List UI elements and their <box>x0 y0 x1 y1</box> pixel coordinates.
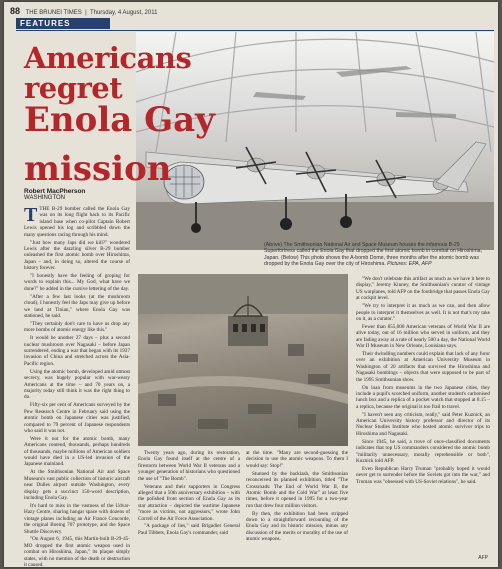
paragraph: Since 1945, he said, a trove of once-classified documents indicates that top US commanders considered the atomic bomb "militarily unnecessary, morally reprehensible or both", Kuznick told AFP. <box>356 438 490 464</box>
author-name: Robert MacPherson <box>24 188 86 195</box>
ruined-city-illustration <box>138 274 348 446</box>
caption-credit: Pictures: EPA, AFP <box>387 261 432 268</box>
paragraph: "Just how many Japs did we kill?" wondered Lewis after the dazzling silver B-29 bomber unleashed the first atomic bomb over Hiroshima, Japan – and, in doing so, altered the course of history forever. <box>24 239 130 272</box>
paragraph: At the Smithsonian National Air and Space Museum's vast public collection of historic aircraft near Dulles airport outside Washington, every display gets a succinct 150-word description, including Enola Gay. <box>24 469 130 501</box>
paragraph: Stunned by the backlash, the Smithsonian reconceived its planned exhibition, titled "The Crossroads: The End of World War II, the Atomic Bomb and the Cold War" at least five times, before it opened in 1995 for a two-year run that drew four million visitors. <box>246 470 348 509</box>
headline-line-3: mission <box>24 148 172 189</box>
paragraph: "On August 6, 1945, this Martin-built B-29-45-MO dropped the first atomic weapon used in combat on Hiroshima, Japan," its plaque simply states, with no mention of the death or destruction it caused. <box>24 536 130 569</box>
paragraph: Their dwindling numbers could explain that lack of any furor over an exhibition at American University Museum in Washington of 20 artifacts that survived the Hiroshima and Nagasaki bombings – objects that were supposed to be part of the 1995 Smithsonian show. <box>356 350 490 383</box>
paragraph: Even Republican Harry Truman "probably hoped it would never get to surrender before the Soviets got into the war," and Truman was "obsessed with US-Soviet relations", he said. <box>356 465 490 485</box>
page-number: 88 <box>10 6 21 16</box>
drop-cap: T <box>24 204 38 226</box>
paragraph: By then, the exhibition had been stripped down to a straightforward recounting of the Enola Gay and its historic mission, minus any discussion of the merits or morality of the use of atomic weapons. <box>246 510 348 543</box>
lead-paragraph: TTHE B-29 bomber called the Enola Gay was on its long flight back to its Pacific island base when co-pilot Captain Robert Lewis opened his log and scribbled down the many questions racing through his mind. <box>24 204 130 238</box>
masthead: THE BRUNEI TIMES <box>25 10 82 16</box>
newspaper-page <box>4 2 498 567</box>
photo-caption <box>264 242 492 268</box>
article-column-1 <box>24 204 130 569</box>
paragraph: On loan from museums in the two Japanese cities, they include a pupil's scorched uniform, another student's carbonised lunch box and a replica of a pocket watch that stopped at 8.15 – a replica, because the original is too frail to travel. <box>356 384 490 410</box>
article-column-3 <box>246 450 348 560</box>
page-header: 88 THE BRUNEI TIMES | Thursday, 4 August, 2011 <box>10 6 158 16</box>
byline <box>24 188 85 202</box>
paragraph: "I haven't seen any criticism, really," said Peter Kuznick, an American University history professor and director of its Nuclear Studies Institute who hosted atomic survivor trips to Hiroshima and Nagasaki. <box>356 411 490 437</box>
issue-date: Thursday, 4 August, 2011 <box>89 10 158 16</box>
header-rule <box>16 30 494 31</box>
paragraph: Fewer than 855,000 American veterans of World War II are alive today, out of 16 million who served in uniform, and they are fading away at a rate of nearly 500 a day, the National World War II Museum in New Orleans, Louisiana says. <box>356 323 490 350</box>
paragraph: "After a few last looks (at the mushroom cloud), I honestly feel the Japs may give up before we land at Tinian," where Enola Gay was stationed, he said. <box>24 293 130 319</box>
paragraph: It would be another 27 days – plus a second nuclear mushroom over Nagasaki – before Japan surrendered, ending a war that began with its 1937 invasion of China and stretched across the Asia-Pacific region. <box>24 335 130 367</box>
headline-line-2: Enola Gay <box>24 100 215 141</box>
paragraph: at the time. "Many are second-guessing the decision to use the atomic weapons. To them I would say: Stop!" <box>246 450 348 469</box>
paragraph: "A package of lies," said Brigadier General Paul Tibbets, Enola Gay's commander, said <box>138 523 240 536</box>
article-column-2 <box>138 450 240 560</box>
paragraph: "We don't celebrate this artifact as much as we have it here to display," Jeremy Kinney, the Smithsonian's curator of vintage US warplanes, told AFP on the footbridge that passes Enola Gay at cockpit level. <box>356 276 490 302</box>
headline <box>24 41 264 189</box>
paragraph: Fifty-six per cent of Americans surveyed by the Pew Research Centre in February said using the atomic bomb on Japanese cities was justified, compared to 79 percent of Japanese respondents who said it was not. <box>24 402 130 434</box>
paragraph: Were it not for the atomic bomb, many Americans contend, thousands, perhaps hundreds of thousands, maybe millions of American soldiers would have died in a US-led invasion of the Japanese mainland. <box>24 435 130 468</box>
paragraph: Twenty years ago, during its restoration, Enola Gay found itself at the centre of a firestorm between World War II veterans and a younger generation of historians who questioned the use of "The Bomb". <box>138 450 240 482</box>
paragraph: "I honestly have the feeling of groping for words to explain this... My God, what have we done?" he added in the cursive lettering of the day. <box>24 273 130 292</box>
paragraph: Using the atomic bomb, developed amid utmost secrecy, was hugely popular with war-weary Americans at the time – and 70 years on, a majority today still think it was the right thing to do. <box>24 368 130 401</box>
dateline: WASHINGTON <box>24 195 66 201</box>
caption-text: (Above) The Smithsonian National Air and Space Museum houses the infamous B-29 Superfortress called the Enola Gay that dropped the first atomic bomb in combat on Hiroshima, Japan. (Below) This photo shows the A-bomb Dome, three months after the atomic bomb was dropped by the Enola Gay over the city of Hiroshima. <box>264 242 482 268</box>
section-label: FEATURES <box>16 18 110 29</box>
paragraph: It's hard to miss in the vastness of the Udvar-Hazy Centre, sharing hangar space with dozens of vintage planes including an Air France Concorde, the original Boeing 707 prototype, and the Space Shuttle Discovery. <box>24 502 130 535</box>
paragraph: "We try to interpret it as much as we can, and then allow people to interpret it themselves as well. It is not that's my take on it, as a curator." <box>356 303 490 322</box>
headline-line-1: Americans regret <box>24 41 192 105</box>
hiroshima-a-bomb-dome-photo <box>138 274 348 446</box>
paragraph: Veterans and their supporters in Congress alleged that a 50th anniversary exhibition – with the polished front section of Enola Gay as its star attraction – depicted the wartime Japanese "more as victims, not aggressors," wrote John Correll of the Air Force Association. <box>138 483 240 522</box>
article-column-4 <box>356 276 490 558</box>
end-credit: AFP <box>478 555 488 561</box>
paragraph: "They certainly don't care to have us drop any more bombs of atomic energy like this." <box>24 320 130 334</box>
